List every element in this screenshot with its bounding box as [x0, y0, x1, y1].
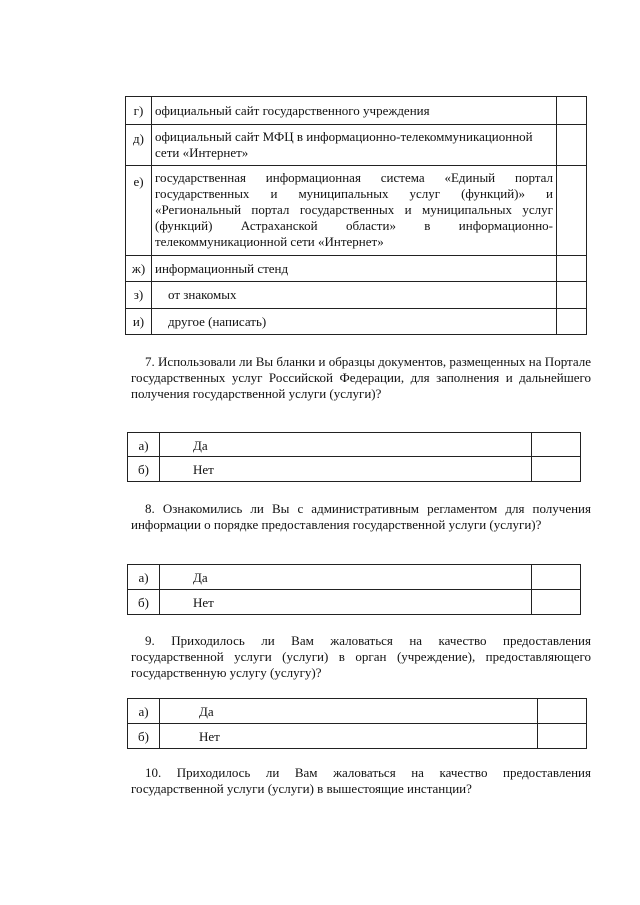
- option-label: б): [128, 724, 160, 749]
- row-text: официальный сайт государственного учреждения: [152, 97, 557, 125]
- option-text: Да: [160, 433, 532, 457]
- answer-cell[interactable]: [557, 97, 587, 125]
- question-text: Использовали ли Вы бланки и образцы документов, размещенных на Портале государственных услуг Российской Федерации, для заполнения и дальнейшего получения государственной услуги (услуги)?: [131, 354, 591, 401]
- row-label: г): [126, 97, 152, 125]
- question-10: [131, 765, 591, 797]
- question-8: [131, 501, 591, 533]
- option-text: Да: [160, 565, 532, 590]
- table-row: [128, 590, 581, 615]
- question-text: Ознакомились ли Вы с административным регламентом для получения информации о порядке предоставления государственной услуги (услуги)?: [131, 501, 591, 532]
- row-label: д): [126, 125, 152, 166]
- table-row: [126, 256, 587, 282]
- answer-cell[interactable]: [557, 309, 587, 335]
- option-label: а): [128, 565, 160, 590]
- question-number: 7.: [145, 354, 155, 369]
- question-7: [131, 354, 591, 402]
- table-row: [128, 699, 587, 724]
- table-row: [126, 125, 587, 166]
- answer-cell[interactable]: [532, 457, 581, 482]
- row-label: ж): [126, 256, 152, 282]
- table-row: [126, 282, 587, 309]
- option-text: Нет: [160, 457, 532, 482]
- answer-cell[interactable]: [557, 125, 587, 166]
- option-text: Нет: [160, 724, 538, 749]
- table-row: [128, 457, 581, 482]
- option-text: Да: [160, 699, 538, 724]
- option-label: а): [128, 433, 160, 457]
- answer-cell[interactable]: [557, 166, 587, 256]
- row-text: официальный сайт МФЦ в информационно-телекоммуникационной сети «Интернет»: [152, 125, 557, 166]
- question-number: 10.: [145, 765, 162, 780]
- question-9: [131, 633, 591, 681]
- option-text: Нет: [160, 590, 532, 615]
- row-label: и): [126, 309, 152, 335]
- row-text: государственная информационная система «Единый портал государственных и муниципальных услуг (функций)» и «Региональный портал государственных и муниципальных услуг (функций) Астраханской области» в информационно-телекоммуникационной сети «Интернет»: [152, 166, 557, 256]
- table-row: [126, 97, 587, 125]
- question-number: 9.: [145, 633, 155, 648]
- question-number: 8.: [145, 501, 155, 516]
- option-label: б): [128, 457, 160, 482]
- option-label: б): [128, 590, 160, 615]
- row-text: от знакомых: [152, 282, 557, 309]
- table-row: [128, 433, 581, 457]
- table-row: [126, 166, 587, 256]
- answer-cell[interactable]: [532, 590, 581, 615]
- table-row: [126, 309, 587, 335]
- table-row: [128, 565, 581, 590]
- row-label: е): [126, 166, 152, 256]
- answer-cell[interactable]: [538, 724, 587, 749]
- answer-cell[interactable]: [532, 565, 581, 590]
- sources-table: [125, 96, 587, 335]
- option-label: а): [128, 699, 160, 724]
- q9-options-table: [127, 698, 587, 749]
- q7-options-table: [127, 432, 581, 482]
- q8-options-table: [127, 564, 581, 615]
- answer-cell[interactable]: [538, 699, 587, 724]
- answer-cell[interactable]: [557, 256, 587, 282]
- question-text: Приходилось ли Вам жаловаться на качество предоставления государственной услуги (услуги) в вышестоящие инстанции?: [131, 765, 591, 796]
- question-text: Приходилось ли Вам жаловаться на качество предоставления государственной услуги (услуги) в орган (учреждение), предоставляющего государственную услугу (услугу)?: [131, 633, 591, 680]
- row-text: информационный стенд: [152, 256, 557, 282]
- table-row: [128, 724, 587, 749]
- row-text: другое (написать): [152, 309, 557, 335]
- answer-cell[interactable]: [532, 433, 581, 457]
- answer-cell[interactable]: [557, 282, 587, 309]
- row-label: з): [126, 282, 152, 309]
